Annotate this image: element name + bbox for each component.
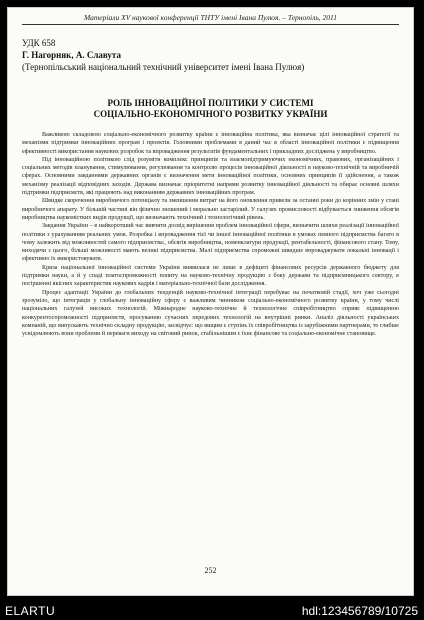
affiliation: (Тернопільський національний технічний університет імені Івана Пулюя) <box>22 62 305 72</box>
document-page <box>8 8 413 595</box>
running-header: Матеріали XV наукової конференції ТНТУ імені Івана Пулюя. – Тернопіль, 2011 <box>84 13 337 22</box>
handle-id: hdl:123456789/10725 <box>301 604 418 618</box>
page-number: 252 <box>204 566 217 575</box>
paragraph: Процес адаптації України до глобальних тенденцій науково-технічної інтеграції перебуває на початковій стадії, хоч уже сьогодні зрозуміло, що інтеграція у глобальну інноваційну сферу є важливим чинником соціально-економічного розвитку країни, у тому числі національних галузей високих технологій. Міжнародне науково-технічне й технологічне співробітництво сприяє підвищенню конкурентоспроможності підприємств, просуванню сучасних передових технологій на внутрішні ринки. Аналіз діяльності українських компаній, що випускають технічно складну продукцію, засвідчує: що вищим є ступінь їх співробітництва із зарубіжними партнерами, то глибше усвідомлюють вони проблеми й переваги виходу на світовий ринок, стабільнішим є їхнє фінансове та соціально-економічне становище. <box>22 289 399 338</box>
article-title <box>8 98 413 120</box>
paragraph: Важливою складовою соціально-економічного розвитку країни є інноваційна політика, яка визначає цілі інноваційної стратегії та механізми підтримки інноваційних програм і проектів. Головними проблемами в даний час в області інноваційної політики є підвищення ефективності використання наукових розробок та впровадження результатів фундаментальних і прикладних досліджень у виробництво. <box>22 132 399 155</box>
article-body <box>22 131 399 541</box>
paragraph: Швидке скорочення виробничого потенціалу та зменшення витрат на його оновлення привели за останні роки до корінних змін у стані виробничого апарату. У більшій частині він фізично зношений і морально застарілий. У галузях промисловості відбувається зниження обсягів виробництва наукомістких видів продукції, що визначають технічний і технологічний рівень. <box>22 198 399 221</box>
title-line-2: СОЦІАЛЬНО-ЕКОНОМІЧНОГО РОЗВИТКУ УКРАЇНИ <box>93 109 328 119</box>
authors: Г. Нагорняк, А. Славута <box>22 50 121 60</box>
udk-code: УДК 658 <box>22 38 56 48</box>
repository-name: ELARTU <box>5 604 56 618</box>
paragraph: Під інноваційною політикою слід розуміти комплекс принципів та взаємопідтримуючих економічних, правових, організаційних і соціальних методів планування, стимулювання, регулювання та контролю процесів інноваційної діяльності в науково-технічній та виробничій сферах. Основними завданнями державних органів є визначення мети інноваційної політики, основних принципів її здійснення, а також механізму реалізації відповідних заходів. Держава визначає пріоритетні напрями розвитку інноваційної діяльності та обирає основні шляхи підтримки підприємств, які працюють над виконанням державних інноваційних програм. <box>22 156 399 197</box>
footer-bar <box>0 598 424 620</box>
paragraph: Завдання України – в найкоротший час вивчити досвід вирішення проблем інноваційної сфери, визначити шляхи реалізації інноваційної політики з урахуванням реальних умов. Розробка і впровадження тієї чи іншої інноваційної політики в умовах певного підприємства багато в чому залежить від можливостей самого підприємства:, обсягів виробництва, номенклатури продукції, рентабельності, фінансового стану. Тому, виходячи з цього, більші можливості мають великі підприємства. Малі підприємства спроможні швидше впроваджувати локальні інновації і ефективно їх використовувати. <box>22 223 399 263</box>
paragraph: Криза національної інноваційної системи України виявилася не лише в дефіциті фінансових ресурсів державного бюджету для підтримки науки, а й у спаді платоспроможності попиту на науково-технічну продукцію з боку держави та підприємницького сектору, в погіршенні якісних характеристик наукових кадрів і матеріально-технічної бази дослідження. <box>22 264 399 288</box>
title-line-1: РОЛЬ ІННОВАЦІЙНОЇ ПОЛІТИКИ У СИСТЕМІ <box>107 98 314 108</box>
header-rule <box>22 24 399 25</box>
